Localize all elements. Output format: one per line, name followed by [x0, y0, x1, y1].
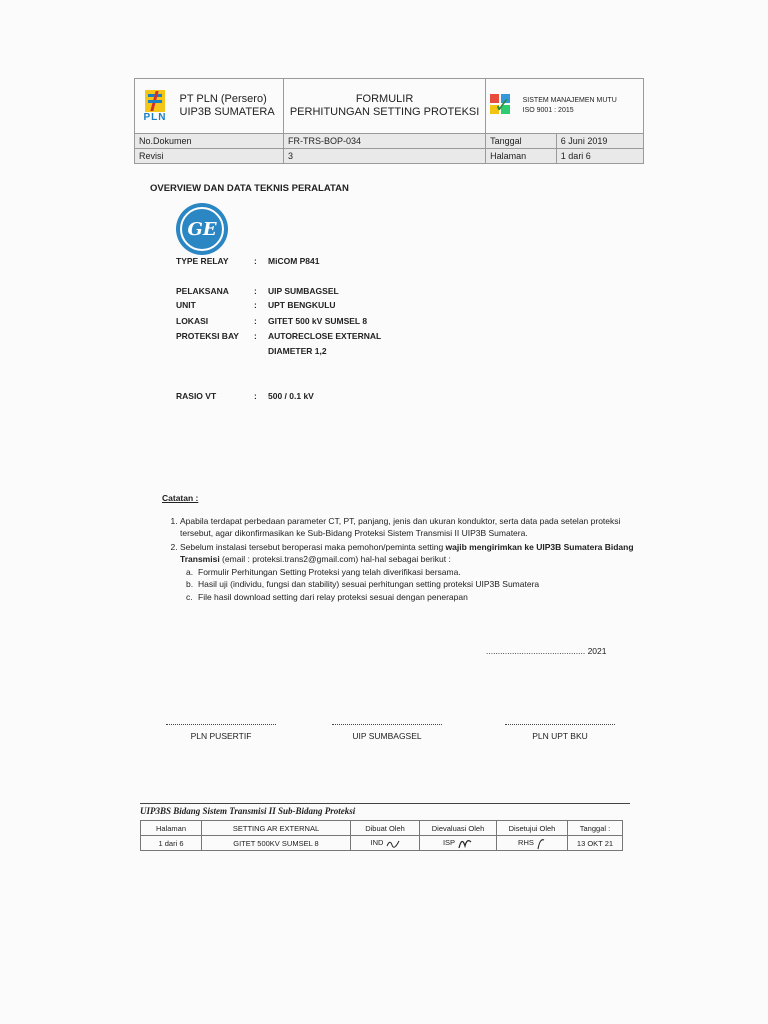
pln-logo-text: PLN: [143, 111, 167, 123]
field-pelaksana: PELAKSANA : UIP SUMBAGSEL: [176, 286, 339, 296]
footer-evaluated-label: Dievaluasi Oleh: [420, 821, 497, 836]
quality-system-cell: [486, 79, 644, 134]
field-unit: UNIT : UPT BENGKULU: [176, 300, 336, 310]
note-sub-b: b. Hasil uji (individu, fungsi dan stability) sesuai perhitungan setting proteksi UIP3B Sumatera: [186, 579, 540, 589]
form-title: FORMULIR PERHITUNGAN SETTING PROTEKSI: [284, 79, 486, 134]
date-value: 6 Juni 2019: [556, 134, 643, 149]
date-label: Tanggal: [486, 134, 557, 149]
note-sub-a: a. Formulir Perhitungan Setting Proteksi yang telah diverifikasi bersama.: [186, 566, 461, 577]
footer-evaluated-value: ISP: [420, 836, 497, 851]
note-sublist: [180, 566, 642, 604]
footer-table: [140, 820, 623, 851]
quality-system-label: SISTEM MANAJEMEN MUTU ISO 9001 : 2015: [522, 97, 617, 114]
page-value: 1 dari 6: [556, 149, 643, 164]
page-label: Halaman: [486, 149, 557, 164]
footer-setting-label: SETTING AR EXTERNAL: [202, 821, 351, 836]
ge-logo-text: GE: [187, 218, 217, 240]
signature-scribble-icon: [536, 836, 546, 850]
note-item-1: 1. Apabila terdapat perbedaan parameter CT, PT, panjang, jenis dan ukuran konduktor, serta data pada setelan proteksi tersebut, agar dikonfirmasikan ke Sub-Bidang Proteksi Sistem Transmisi II UIP3B Sumatera.: [180, 515, 642, 540]
signature-pln-pusertif: PLN PUSERTIF: [166, 724, 276, 741]
footer-title: UIP3BS Bidang Sistem Transmisi II Sub-Bidang Proteksi: [140, 803, 630, 816]
signature-pln-upt-bku: PLN UPT BKU: [505, 724, 615, 741]
section-title: OVERVIEW DAN DATA TEKNIS PERALATAN: [150, 183, 349, 194]
footer-created-value: IND: [351, 836, 420, 851]
note-sub-c: c. File hasil download setting dari relay proteksi sesuai dengan penerapan: [186, 591, 468, 602]
footer-setting-value: GITET 500KV SUMSEL 8: [202, 836, 351, 851]
notes-section: [162, 492, 642, 604]
footer-date-label: Tanggal :: [568, 821, 623, 836]
footer-page-value: 1 dari 6: [141, 836, 202, 851]
footer-approved-label: Disetujui Oleh: [497, 821, 568, 836]
revision-value: 3: [284, 149, 486, 164]
company-cell: [135, 79, 284, 134]
signature-scribble-icon: [386, 838, 400, 848]
note-item-2: 2. Sebelum instalasi tersebut beroperasi maka pemohon/peminta setting wajib mengirimkan ke UIP3B Sumatera Bidang Transmisi (email : proteksi.trans2@gmail.com) hal-hal sebagai berikut : a. Formulir Perhitungan Setting Proteksi yang telah diverifikasi bersama. b. Hasil uji (individu, fungsi dan stability) sesuai perhitungan setting proteksi UIP3B Sumatera c. File hasil download setting dari relay proteksi sesuai dengan penerapan: [180, 541, 642, 604]
signing-date-line: .......................................... 2021: [486, 646, 607, 656]
doc-number-label: No.Dokumen: [135, 134, 284, 149]
company-name: PT PLN (Persero) UIP3B SUMATERA: [179, 93, 275, 118]
document-header-table: [134, 78, 644, 164]
footer-created-label: Dibuat Oleh: [351, 821, 420, 836]
footer-page-label: Halaman: [141, 821, 202, 836]
field-rasio-vt: RASIO VT : 500 / 0.1 kV: [176, 391, 314, 401]
footer-date-value: 13 OKT 21: [568, 836, 623, 851]
doc-number-value: FR-TRS-BOP-034: [284, 134, 486, 149]
iso-check-icon: ✓: [490, 94, 514, 118]
signature-uip-sumbagsel: UIP SUMBAGSEL: [332, 724, 442, 741]
notes-title: Catatan :: [162, 493, 199, 503]
revision-label: Revisi: [135, 149, 284, 164]
ge-logo: [176, 203, 228, 255]
field-proteksi-bay-line2: DIAMETER 1,2: [268, 346, 327, 356]
signature-scribble-icon: [457, 836, 473, 850]
pln-logo: [139, 90, 171, 123]
field-lokasi: LOKASI : GITET 500 kV SUMSEL 8: [176, 316, 368, 326]
notes-list: [162, 515, 642, 604]
field-type-relay: TYPE RELAY : MiCOM P841: [176, 256, 320, 266]
footer-approved-value: RHS: [497, 836, 568, 851]
field-proteksi-bay: PROTEKSI BAY : AUTORECLOSE EXTERNAL: [176, 331, 382, 341]
